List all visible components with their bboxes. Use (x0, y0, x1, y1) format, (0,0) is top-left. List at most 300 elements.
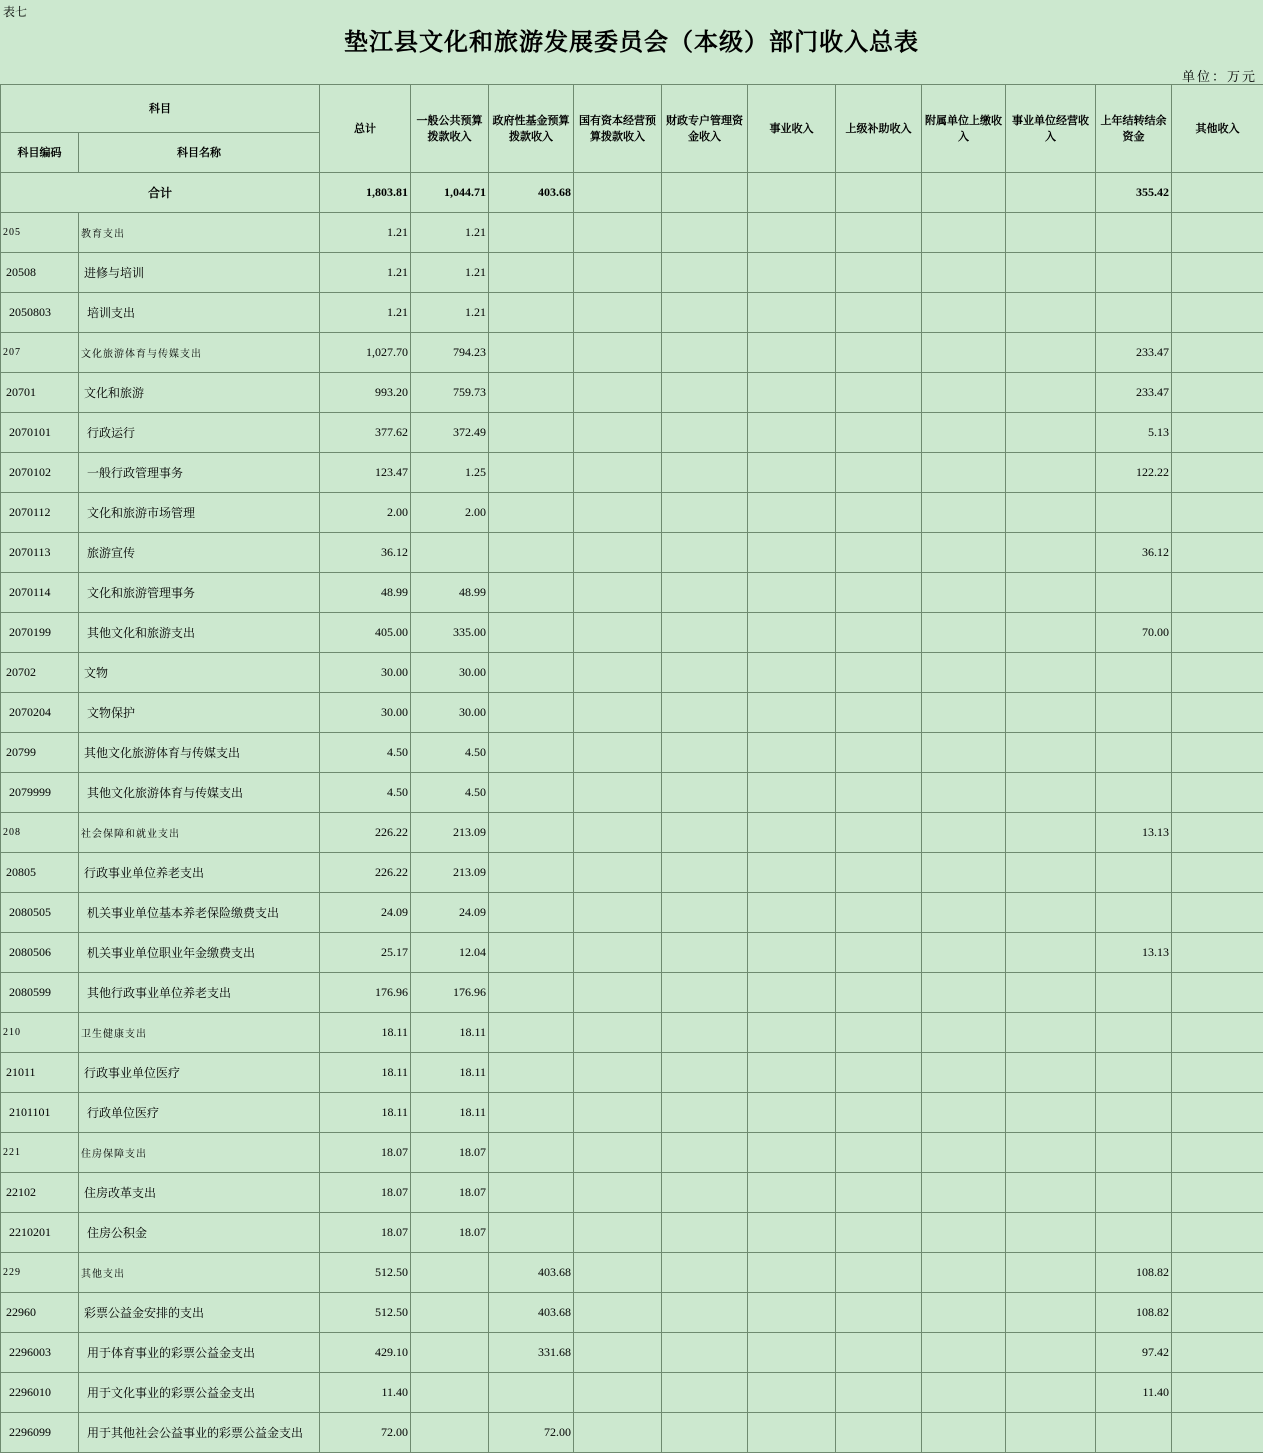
value-cell (574, 1333, 662, 1373)
value-cell (662, 1093, 748, 1133)
value-cell: 13.13 (1096, 933, 1172, 973)
value-cell (922, 733, 1006, 773)
value-cell (574, 1413, 662, 1453)
table-row (1, 1013, 1263, 1053)
value-cell (1172, 1373, 1263, 1413)
value-cell (1172, 653, 1263, 693)
value-cell (662, 1293, 748, 1333)
value-cell (748, 573, 836, 613)
value-cell: 18.07 (320, 1213, 411, 1253)
table-row (1, 853, 1263, 893)
value-cell (748, 973, 836, 1013)
value-cell (662, 973, 748, 1013)
value-cell (574, 333, 662, 373)
header-col: 政府性基金预算拨款收入 (489, 85, 574, 173)
header-col: 事业单位经营收入 (1006, 85, 1096, 173)
value-cell (836, 973, 922, 1013)
value-cell (1096, 1413, 1172, 1453)
value-cell (489, 333, 574, 373)
subject-code-cell: 2070204 (1, 693, 79, 733)
table-row (1, 1293, 1263, 1333)
subject-code-cell: 2070114 (1, 573, 79, 613)
value-cell (662, 1373, 748, 1413)
subject-name-cell: 其他行政事业单位养老支出 (79, 973, 320, 1013)
value-cell (922, 1133, 1006, 1173)
value-cell (662, 373, 748, 413)
value-cell: 233.47 (1096, 373, 1172, 413)
total-cell (1006, 173, 1096, 213)
subject-name-cell: 行政运行 (79, 413, 320, 453)
unit-label: 单位：万元 (1181, 70, 1257, 85)
value-cell (748, 733, 836, 773)
value-cell (922, 1053, 1006, 1093)
value-cell: 4.50 (411, 773, 489, 813)
subject-code-cell: 229 (1, 1253, 79, 1293)
value-cell (1096, 1213, 1172, 1253)
value-cell (489, 693, 574, 733)
value-cell (922, 493, 1006, 533)
total-label: 合计 (1, 173, 320, 213)
value-cell (836, 613, 922, 653)
table-row (1, 933, 1263, 973)
subject-name-cell: 培训支出 (79, 293, 320, 333)
value-cell (836, 1293, 922, 1333)
table-body (1, 173, 1263, 1453)
value-cell (1172, 1093, 1263, 1133)
value-cell (1172, 373, 1263, 413)
value-cell (922, 333, 1006, 373)
value-cell (748, 1013, 836, 1053)
value-cell (574, 853, 662, 893)
value-cell (1006, 1173, 1096, 1213)
subject-name-cell: 其他支出 (79, 1253, 320, 1293)
value-cell (1172, 213, 1263, 253)
value-cell (922, 813, 1006, 853)
value-cell (1096, 573, 1172, 613)
value-cell (748, 453, 836, 493)
header-col: 上级补助收入 (836, 85, 922, 173)
value-cell: 4.50 (320, 733, 411, 773)
value-cell (836, 1373, 922, 1413)
value-cell (662, 533, 748, 573)
value-cell (748, 893, 836, 933)
value-cell: 25.17 (320, 933, 411, 973)
subject-code-cell: 2070102 (1, 453, 79, 493)
table-row (1, 1373, 1263, 1413)
value-cell: 1.21 (320, 213, 411, 253)
value-cell (1096, 293, 1172, 333)
value-cell: 108.82 (1096, 1253, 1172, 1293)
header-col: 总计 (320, 85, 411, 173)
table-row (1, 1093, 1263, 1133)
value-cell (574, 1173, 662, 1213)
value-cell (1172, 253, 1263, 293)
value-cell: 18.11 (411, 1013, 489, 1053)
value-cell (1172, 853, 1263, 893)
value-cell: 993.20 (320, 373, 411, 413)
value-cell: 176.96 (411, 973, 489, 1013)
subject-name-cell: 文化旅游体育与传媒支出 (79, 333, 320, 373)
value-cell (748, 1253, 836, 1293)
subject-name-cell: 用于体育事业的彩票公益金支出 (79, 1333, 320, 1373)
value-cell: 1.21 (411, 213, 489, 253)
value-cell: 1.25 (411, 453, 489, 493)
value-cell: 176.96 (320, 973, 411, 1013)
value-cell (662, 853, 748, 893)
value-cell (1172, 453, 1263, 493)
value-cell (662, 1053, 748, 1093)
value-cell (748, 933, 836, 973)
value-cell (836, 373, 922, 413)
subject-name-cell: 社会保障和就业支出 (79, 813, 320, 853)
value-cell (836, 1213, 922, 1253)
value-cell (1006, 1053, 1096, 1093)
value-cell (574, 613, 662, 653)
value-cell (662, 893, 748, 933)
value-cell (1006, 413, 1096, 453)
subject-name-cell: 彩票公益金安排的支出 (79, 1293, 320, 1333)
value-cell (836, 1053, 922, 1093)
value-cell (489, 933, 574, 973)
value-cell (662, 293, 748, 333)
value-cell: 213.09 (411, 813, 489, 853)
table-row (1, 1133, 1263, 1173)
value-cell: 36.12 (1096, 533, 1172, 573)
table-row (1, 1253, 1263, 1293)
header-col: 国有资本经营预算拨款收入 (574, 85, 662, 173)
value-cell (411, 1373, 489, 1413)
total-cell: 403.68 (489, 173, 574, 213)
value-cell: 30.00 (411, 653, 489, 693)
value-cell (662, 413, 748, 453)
value-cell (1096, 1053, 1172, 1093)
table-row (1, 573, 1263, 613)
value-cell (922, 693, 1006, 733)
table-row (1, 693, 1263, 733)
subject-name-cell: 文化和旅游管理事务 (79, 573, 320, 613)
value-cell (1006, 773, 1096, 813)
value-cell (662, 1413, 748, 1453)
value-cell: 18.11 (320, 1053, 411, 1093)
value-cell: 108.82 (1096, 1293, 1172, 1333)
header-col: 附属单位上缴收入 (922, 85, 1006, 173)
value-cell (574, 1093, 662, 1133)
value-cell: 72.00 (489, 1413, 574, 1453)
value-cell (922, 853, 1006, 893)
subject-name-cell: 旅游宣传 (79, 533, 320, 573)
value-cell (489, 1013, 574, 1053)
subject-name-cell: 进修与培训 (79, 253, 320, 293)
income-table (0, 84, 1263, 1453)
value-cell (1006, 1013, 1096, 1053)
value-cell (1006, 333, 1096, 373)
value-cell (922, 1093, 1006, 1133)
value-cell (1172, 1333, 1263, 1373)
value-cell (1096, 653, 1172, 693)
value-cell (1172, 933, 1263, 973)
table-row (1, 453, 1263, 493)
value-cell (574, 813, 662, 853)
value-cell (1172, 413, 1263, 453)
header-col: 事业收入 (748, 85, 836, 173)
value-cell: 2.00 (411, 493, 489, 533)
value-cell (1006, 253, 1096, 293)
value-cell: 1.21 (411, 253, 489, 293)
value-cell: 1.21 (411, 293, 489, 333)
subject-code-cell: 2070101 (1, 413, 79, 453)
subject-code-cell: 20701 (1, 373, 79, 413)
value-cell (662, 773, 748, 813)
subject-code-cell: 2070113 (1, 533, 79, 573)
value-cell (662, 733, 748, 773)
page-title: 垫江县文化和旅游发展委员会（本级）部门收入总表 (344, 27, 919, 56)
total-row (1, 173, 1263, 213)
value-cell: 18.11 (411, 1093, 489, 1133)
value-cell (748, 253, 836, 293)
value-cell (1006, 1373, 1096, 1413)
value-cell (836, 733, 922, 773)
total-cell (1172, 173, 1263, 213)
table-row (1, 493, 1263, 533)
value-cell (836, 933, 922, 973)
value-cell (1006, 1333, 1096, 1373)
table-row (1, 1173, 1263, 1213)
value-cell: 123.47 (320, 453, 411, 493)
value-cell (1096, 253, 1172, 293)
value-cell (748, 1293, 836, 1333)
value-cell (574, 533, 662, 573)
value-cell: 18.11 (411, 1053, 489, 1093)
subject-name-cell: 行政事业单位养老支出 (79, 853, 320, 893)
value-cell (1096, 893, 1172, 933)
value-cell (1006, 653, 1096, 693)
value-cell (1172, 573, 1263, 613)
subject-code-cell: 210 (1, 1013, 79, 1053)
subject-name-cell: 住房公积金 (79, 1213, 320, 1253)
value-cell (574, 1293, 662, 1333)
value-cell: 18.07 (411, 1213, 489, 1253)
subject-name-cell: 机关事业单位职业年金缴费支出 (79, 933, 320, 973)
value-cell: 18.07 (320, 1133, 411, 1173)
value-cell (1172, 333, 1263, 373)
value-cell (1172, 1013, 1263, 1053)
subject-name-cell: 其他文化旅游体育与传媒支出 (79, 773, 320, 813)
value-cell (1172, 893, 1263, 933)
subject-name-cell: 行政事业单位医疗 (79, 1053, 320, 1093)
value-cell: 48.99 (411, 573, 489, 613)
table-header (1, 85, 1263, 173)
value-cell (574, 973, 662, 1013)
table-row (1, 533, 1263, 573)
value-cell (1006, 613, 1096, 653)
value-cell (489, 413, 574, 453)
value-cell (748, 1373, 836, 1413)
value-cell (662, 1253, 748, 1293)
value-cell (574, 293, 662, 333)
table-row (1, 373, 1263, 413)
subject-name-cell: 住房保障支出 (79, 1133, 320, 1173)
value-cell (922, 573, 1006, 613)
value-cell (922, 1173, 1006, 1213)
value-cell (748, 333, 836, 373)
value-cell: 70.00 (1096, 613, 1172, 653)
value-cell (662, 1173, 748, 1213)
value-cell (574, 573, 662, 613)
subject-code-cell: 207 (1, 333, 79, 373)
total-cell (922, 173, 1006, 213)
value-cell (662, 933, 748, 973)
value-cell: 403.68 (489, 1293, 574, 1333)
total-cell (748, 173, 836, 213)
value-cell (574, 1373, 662, 1413)
value-cell (662, 653, 748, 693)
value-cell (574, 373, 662, 413)
value-cell: 372.49 (411, 413, 489, 453)
subject-code-cell: 208 (1, 813, 79, 853)
value-cell (489, 253, 574, 293)
subject-code-cell: 2070112 (1, 493, 79, 533)
subject-code-cell: 205 (1, 213, 79, 253)
subject-code-cell: 20805 (1, 853, 79, 893)
subject-name-cell: 文化和旅游 (79, 373, 320, 413)
value-cell (1006, 1413, 1096, 1453)
value-cell: 331.68 (489, 1333, 574, 1373)
subject-name-cell: 用于文化事业的彩票公益金支出 (79, 1373, 320, 1413)
value-cell (411, 1413, 489, 1453)
value-cell (489, 1373, 574, 1413)
subject-code-cell: 2079999 (1, 773, 79, 813)
value-cell (574, 1213, 662, 1253)
table-row (1, 413, 1263, 453)
value-cell (836, 773, 922, 813)
value-cell (836, 813, 922, 853)
value-cell (662, 1013, 748, 1053)
subject-code-cell: 2050803 (1, 293, 79, 333)
value-cell (748, 813, 836, 853)
value-cell (662, 253, 748, 293)
value-cell (1096, 1173, 1172, 1213)
value-cell (748, 1173, 836, 1213)
value-cell: 377.62 (320, 413, 411, 453)
value-cell (574, 693, 662, 733)
value-cell: 794.23 (411, 333, 489, 373)
value-cell (411, 1253, 489, 1293)
value-cell: 405.00 (320, 613, 411, 653)
value-cell (574, 653, 662, 693)
total-cell (662, 173, 748, 213)
value-cell (922, 293, 1006, 333)
value-cell (489, 733, 574, 773)
value-cell (836, 1173, 922, 1213)
value-cell (922, 1413, 1006, 1453)
table-row (1, 613, 1263, 653)
value-cell: 1,027.70 (320, 333, 411, 373)
value-cell (662, 573, 748, 613)
value-cell (489, 1173, 574, 1213)
value-cell (574, 773, 662, 813)
value-cell (662, 453, 748, 493)
table-row (1, 813, 1263, 853)
value-cell (489, 213, 574, 253)
value-cell (1172, 613, 1263, 653)
value-cell (836, 1013, 922, 1053)
value-cell (1006, 813, 1096, 853)
value-cell (922, 613, 1006, 653)
subject-name-cell: 住房改革支出 (79, 1173, 320, 1213)
value-cell (1006, 893, 1096, 933)
value-cell: 226.22 (320, 853, 411, 893)
value-cell (1006, 1093, 1096, 1133)
value-cell (489, 1053, 574, 1093)
value-cell (922, 1013, 1006, 1053)
subject-code-cell: 20508 (1, 253, 79, 293)
value-cell (922, 413, 1006, 453)
value-cell (662, 693, 748, 733)
value-cell (836, 853, 922, 893)
subject-code-cell: 2296010 (1, 1373, 79, 1413)
subject-code-cell: 221 (1, 1133, 79, 1173)
value-cell (574, 1053, 662, 1093)
table-row (1, 1053, 1263, 1093)
value-cell (574, 733, 662, 773)
table-row (1, 293, 1263, 333)
value-cell: 335.00 (411, 613, 489, 653)
value-cell (411, 1293, 489, 1333)
value-cell (1172, 1213, 1263, 1253)
value-cell (1096, 1093, 1172, 1133)
header-col: 其他收入 (1172, 85, 1263, 173)
value-cell (922, 533, 1006, 573)
value-cell: 1.21 (320, 293, 411, 333)
value-cell (922, 653, 1006, 693)
value-cell (1006, 1293, 1096, 1333)
value-cell (1172, 1173, 1263, 1213)
value-cell (748, 373, 836, 413)
value-cell (1096, 493, 1172, 533)
value-cell (748, 773, 836, 813)
value-cell (489, 453, 574, 493)
value-cell: 72.00 (320, 1413, 411, 1453)
header-col: 上年结转结余资金 (1096, 85, 1172, 173)
value-cell: 24.09 (411, 893, 489, 933)
value-cell: 30.00 (320, 653, 411, 693)
subject-name-cell: 一般行政管理事务 (79, 453, 320, 493)
value-cell (836, 653, 922, 693)
value-cell: 30.00 (411, 693, 489, 733)
value-cell (922, 453, 1006, 493)
value-cell (1172, 813, 1263, 853)
value-cell (748, 1333, 836, 1373)
value-cell (922, 1373, 1006, 1413)
value-cell (922, 373, 1006, 413)
value-cell (574, 493, 662, 533)
table-row (1, 973, 1263, 1013)
total-cell: 1,044.71 (411, 173, 489, 213)
value-cell (489, 1093, 574, 1133)
value-cell (1006, 1213, 1096, 1253)
value-cell (836, 1093, 922, 1133)
value-cell (836, 1253, 922, 1293)
value-cell (1172, 1253, 1263, 1293)
value-cell (662, 1213, 748, 1253)
value-cell (411, 533, 489, 573)
value-cell (574, 1133, 662, 1173)
value-cell (836, 533, 922, 573)
value-cell: 429.10 (320, 1333, 411, 1373)
value-cell (748, 493, 836, 533)
value-cell (489, 813, 574, 853)
value-cell: 11.40 (320, 1373, 411, 1413)
